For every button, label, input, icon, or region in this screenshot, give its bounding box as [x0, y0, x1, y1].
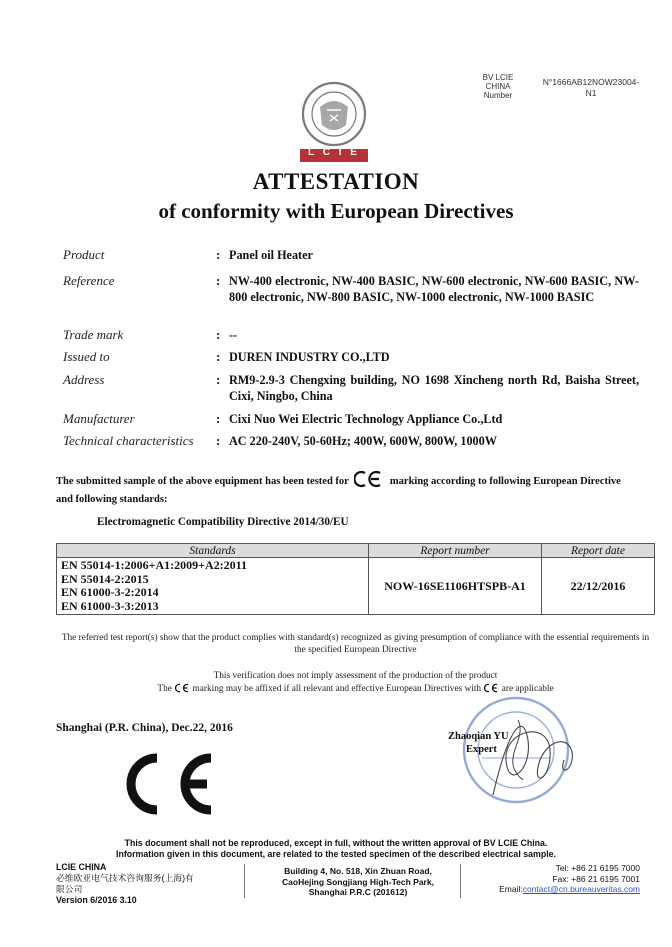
- standards-cell: [57, 558, 369, 615]
- report-date-cell: 22/12/2016: [542, 558, 655, 615]
- certificate-number-value: [532, 77, 650, 99]
- colon: :: [216, 273, 221, 288]
- ce-mark-large-icon: [117, 752, 217, 821]
- address-value: RM9-2.9-3 Chengxing building, NO 1698 Xincheng north Rd, Baisha Street, Cixi, Ningbo, China: [229, 373, 639, 403]
- fax-text: Fax: +86 21 6195 7001: [552, 873, 640, 884]
- footer-company: [56, 862, 194, 906]
- issued-to-label: Issued to: [63, 349, 110, 364]
- attestation-subtitle: of conformity with European Directives: [158, 199, 514, 223]
- footer-divider: [244, 864, 245, 898]
- issued-to-value: DUREN INDUSTRY CO.,LTD: [229, 350, 390, 364]
- signatory-name: Zhaoqian YU: [448, 731, 509, 742]
- report-number-cell: NOW-16SE1106HTSPB-A1: [369, 558, 542, 615]
- attestation-title: ATTESTATION: [252, 169, 420, 194]
- email-line: [470, 884, 640, 895]
- tested-statement-part2: marking according to following European Directive and following standards:: [56, 476, 621, 505]
- disclaimer-line: This document shall not be reproduced, except in full, without the written approval of BV LCIE China.: [124, 838, 548, 848]
- table-row: [57, 558, 655, 615]
- address-line: Shanghai P.R.C (201612): [308, 887, 408, 897]
- email-label: Email:: [499, 884, 523, 894]
- standard-item: EN 61000-3-2:2014: [61, 585, 159, 599]
- standards-table: [56, 543, 655, 615]
- place-and-date: Shanghai (P.R. China), Dec.22, 2016: [56, 722, 233, 734]
- colon: :: [216, 411, 221, 426]
- tested-statement: [56, 470, 626, 507]
- standard-item: EN 55014-2:2015: [61, 571, 149, 586]
- colon: :: [216, 247, 221, 262]
- standard-item: EN 55014-1:2006+A1:2009+A2:2011: [61, 558, 247, 572]
- product-value: Panel oil Heater: [229, 248, 313, 262]
- company-line: 限公司: [56, 884, 83, 894]
- trade-mark-label: Trade mark: [63, 327, 124, 342]
- number-label-line: CHINA: [485, 82, 511, 91]
- disclaimer-line: Information given in this document, are related to the tested specimen of the described electrical sample.: [116, 849, 556, 859]
- address-line: Building 4, No. 518, Xin Zhuan Road,: [284, 866, 432, 876]
- certificate-number-label: [476, 73, 520, 100]
- email-link[interactable]: contact@cn.bureauveritas.com: [522, 884, 640, 894]
- number-label-line: Number: [483, 91, 513, 100]
- marking-note-part1: The: [157, 684, 172, 694]
- colon: :: [216, 327, 221, 342]
- lcie-banner-text: L C I E: [308, 147, 360, 158]
- marking-note-part3: are applicable: [501, 684, 554, 694]
- number-label-line: BV LCIE: [482, 73, 514, 82]
- verification-note: This verification does not imply assessment of the production of the product: [213, 671, 498, 681]
- table-header-row: [57, 544, 655, 558]
- ce-mark-icon: [354, 470, 384, 493]
- footer-divider: [460, 864, 461, 898]
- manufacturer-label: Manufacturer: [63, 411, 135, 426]
- directive-name: Electromagnetic Compatibility Directive 2014/30/EU: [97, 516, 349, 528]
- footer-address: [258, 866, 458, 898]
- handwritten-signature: [468, 700, 588, 815]
- marking-note-part2: marking may be affixed if all relevant and effective European Directives with: [192, 684, 482, 694]
- company-line: 必维欧亚电气技术咨询服务(上海)有: [56, 873, 194, 883]
- standards-header: Standards: [57, 544, 369, 558]
- product-label: Product: [63, 247, 105, 262]
- version-text: Version 6/2016 3.10: [56, 895, 137, 905]
- ce-mark-small-icon: [174, 683, 190, 698]
- company-line: LCIE CHINA: [56, 862, 107, 872]
- reference-value: NW-400 electronic, NW-400 BASIC, NW-600 electronic, NW-600 BASIC, NW-800 electronic, NW-800 BASIC, NW-1000 electronic, NW-1000 BASIC: [229, 274, 639, 304]
- report-date-header: Report date: [542, 544, 655, 558]
- technical-characteristics-value: AC 220-240V, 50-60Hz; 400W, 600W, 800W, 1000W: [229, 434, 497, 448]
- compliance-note: The referred test report(s) show that the product complies with standard(s) recognized as giving presumption of compliance with the essential requirements in the specified European Directive: [61, 633, 650, 655]
- report-number-header: Report number: [369, 544, 542, 558]
- tested-statement-part1: The submitted sample of the above equipment has been tested for: [56, 476, 349, 487]
- number-value-line: N1: [585, 88, 597, 98]
- address-line: CaoHejing Songjiang High-Tech Park,: [282, 876, 434, 887]
- reference-label: Reference: [63, 273, 115, 288]
- colon: :: [216, 349, 221, 364]
- standard-item: EN 61000-3-3:2013: [61, 598, 159, 613]
- number-value-line: N°1666AB12NOW23004-: [542, 77, 640, 87]
- technical-characteristics-label: Technical characteristics: [63, 433, 194, 448]
- signatory-title: Expert: [466, 744, 497, 755]
- manufacturer-value: Cixi Nuo Wei Electric Technology Appliance Co.,Ltd: [229, 412, 503, 426]
- tel-text: Tel: +86 21 6195 7000: [555, 863, 640, 873]
- colon: :: [216, 372, 221, 387]
- colon: :: [216, 433, 221, 448]
- trade-mark-value: --: [229, 328, 238, 342]
- footer-contact: [470, 863, 640, 895]
- address-label: Address: [63, 372, 105, 387]
